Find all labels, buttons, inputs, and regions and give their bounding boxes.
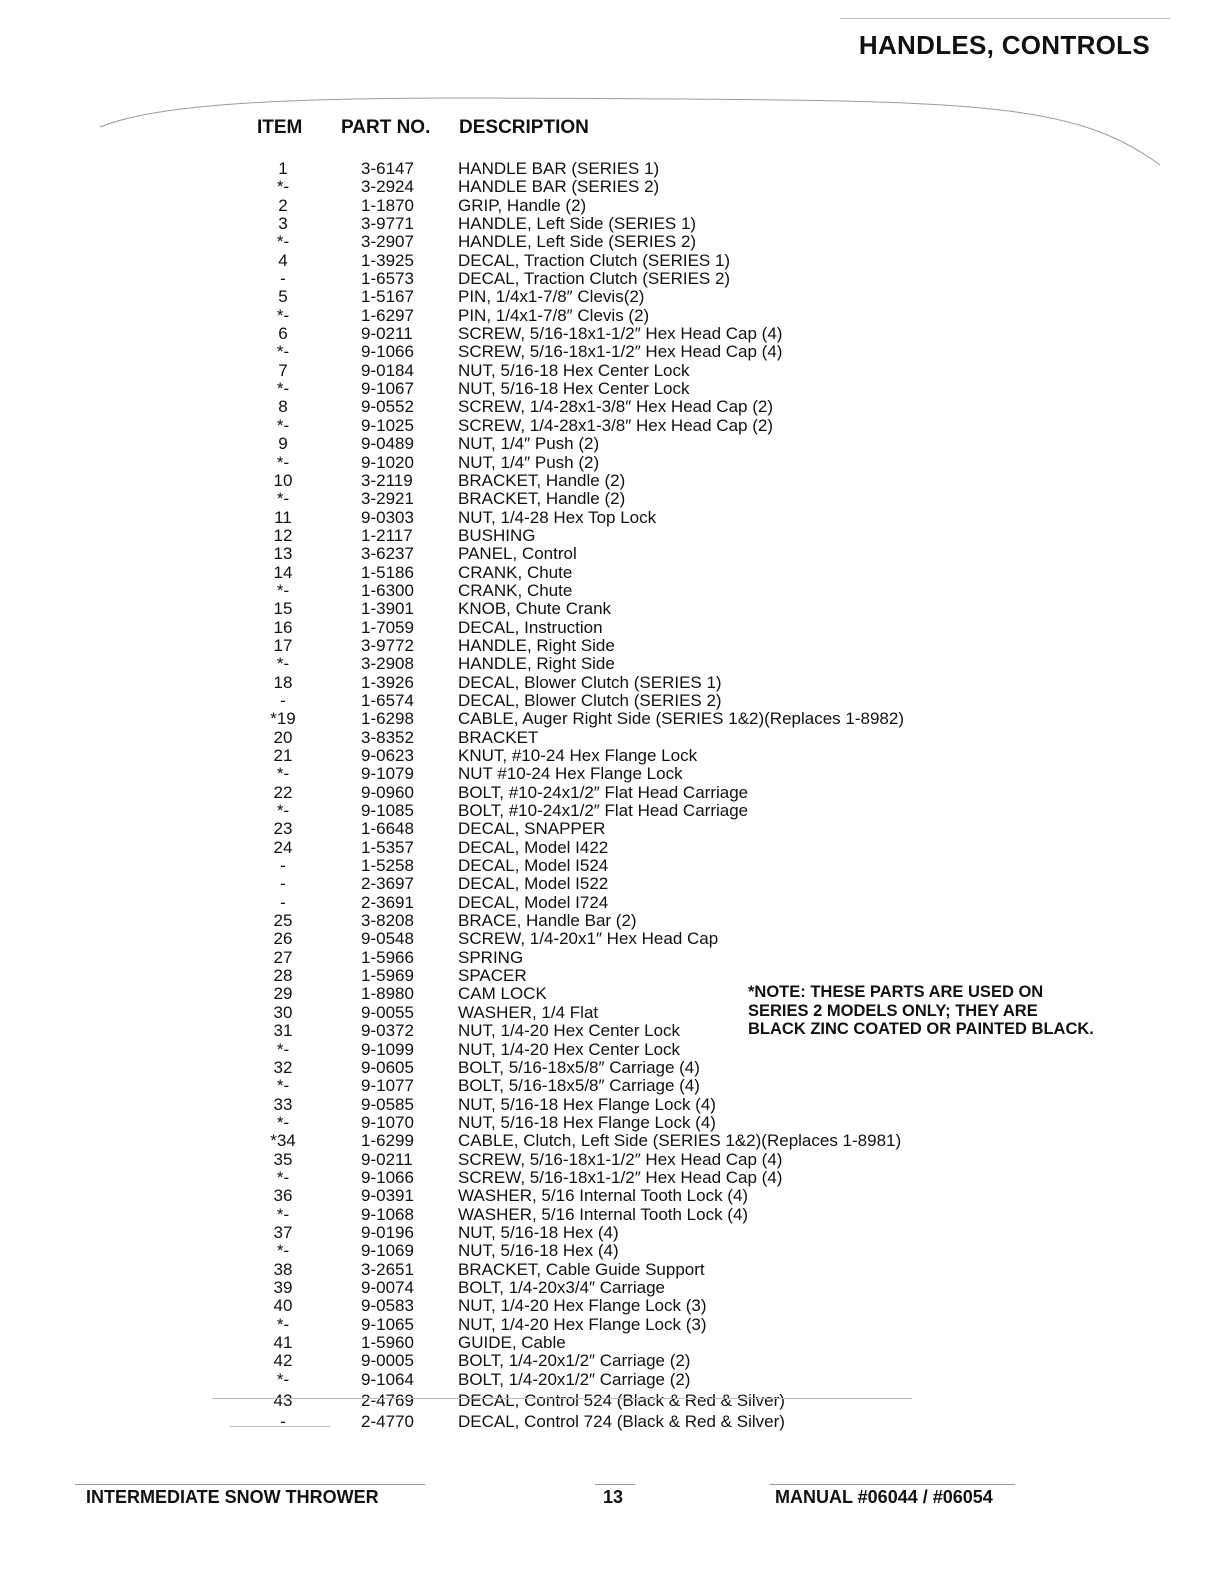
part-number: 1-1870 [361,195,414,215]
part-description: PIN, 1/4x1-7/8″ Clevis (2) [458,305,650,325]
table-row [0,729,1224,747]
part-description: DECAL, Model I724 [458,892,609,912]
item-number: 41 [273,1333,293,1352]
part-number: 9-0211 [361,1149,413,1169]
item-number: 14 [273,562,293,582]
part-number: 9-0605 [361,1057,414,1077]
part-description: NUT, 5/16-18 Hex Flange Lock (4) [458,1094,716,1114]
item-number: 11 [274,507,292,527]
part-description: HANDLE BAR (SERIES 1) [458,159,660,178]
part-description: DECAL, Control 524 (Black & Red & Silver) [458,1391,785,1411]
part-number: 1-5357 [361,837,414,857]
part-description: NUT, 5/16-18 Hex Flange Lock (4) [458,1112,716,1132]
part-number: 9-0055 [361,1002,414,1022]
table-row [0,692,1224,710]
part-description: BRACKET, Handle (2) [458,470,626,490]
part-number: 9-0623 [361,746,414,765]
part-number: 2-4769 [361,1391,414,1411]
item-number: 3 [278,214,288,234]
part-number: 1-8980 [361,984,414,1004]
part-number: 3-8208 [361,911,414,931]
table-row [0,490,1224,508]
part-description: BUSHING [458,525,536,545]
part-description: DECAL, Model I524 [458,856,609,876]
item-number: *- [276,342,290,362]
table-row [0,1392,1224,1410]
part-number: 2-3691 [361,892,414,912]
page-title: HANDLES, CONTROLS [858,30,1150,60]
item-number: 23 [273,819,293,839]
item-number: *34 [270,1131,296,1151]
column-header-item: ITEM [257,117,303,138]
part-number: 9-0184 [361,360,414,380]
table-row [0,1316,1224,1334]
table-row [0,747,1224,765]
part-number: 1-6300 [361,580,414,600]
part-description: NUT, 5/16-18 Hex Center Lock [458,360,690,380]
item-number: *- [276,1167,290,1187]
item-number: *- [276,1314,290,1334]
item-number: *- [276,489,290,509]
part-number: 9-1066 [361,1167,414,1187]
part-description: HANDLE, Left Side (SERIES 1) [458,214,697,234]
note-line: BLACK ZINC COATED OR PAINTED BLACK. [748,1020,1094,1038]
item-number: *- [276,1039,290,1059]
part-description: DECAL, SNAPPER [458,819,606,839]
part-number: 1-3901 [361,599,414,619]
footer-manual-number: MANUAL #06044 / #06054 [775,1487,993,1507]
table-bottom-rule [212,1398,912,1399]
table-row [0,307,1224,325]
part-description: SCREW, 1/4-28x1-3/8″ Hex Head Cap (2) [458,415,773,435]
part-number: 1-5186 [361,562,414,582]
item-number: - [280,892,286,912]
table-row [0,710,1224,728]
part-number: 3-2119 [361,470,413,490]
part-description: NUT, 5/16-18 Hex (4) [458,1241,619,1261]
part-description: BRACKET [458,727,539,747]
item-number: 31 [273,1021,293,1041]
item-number: *- [276,232,290,252]
item-number: *- [276,1076,290,1096]
item-number: 43 [273,1391,293,1411]
part-description: BOLT, #10-24x1/2″ Flat Head Carriage [458,782,749,802]
part-number: 3-8352 [361,727,414,747]
item-number: *- [276,177,290,197]
part-number: 1-6298 [361,709,414,729]
part-description: HANDLE BAR (SERIES 2) [458,177,660,197]
part-description: CRANK, Chute [458,580,573,600]
item-number: 25 [273,911,293,931]
series-2-note [748,983,1094,1039]
table-row [0,637,1224,655]
part-number: 3-9772 [361,635,414,655]
part-number: 9-1085 [361,801,414,821]
part-number: 2-3697 [361,874,414,894]
item-number: - [280,874,286,894]
table-row [0,784,1224,802]
table-row [0,857,1224,875]
table-row [0,1077,1224,1095]
note-line: SERIES 2 MODELS ONLY; THEY ARE [748,1001,1038,1020]
part-description: SCREW, 5/16-18x1-1/2″ Hex Head Cap (4) [458,1167,783,1187]
part-description: DECAL, Blower Clutch (SERIES 2) [458,690,722,710]
part-description: HANDLE, Right Side [458,635,615,655]
item-number: *- [276,801,290,821]
part-description: CABLE, Auger Right Side (SERIES 1&2)(Replaces 1-8982) [458,709,905,729]
item-number: 13 [273,544,293,564]
table-row [0,178,1224,196]
item-number: 20 [273,727,293,747]
table-row [0,1151,1224,1169]
part-number: 9-1070 [361,1112,414,1132]
part-description: WASHER, 1/4 Flat [458,1002,599,1022]
item-number: *- [276,415,290,435]
part-number: 3-2651 [361,1259,414,1279]
table-row [0,417,1224,435]
part-description: HANDLE, Right Side [458,654,615,674]
part-description: NUT, 1/4-28 Hex Top Lock [458,507,657,527]
part-number: 9-0552 [361,397,414,417]
part-number: 9-1067 [361,379,414,399]
table-row [0,1224,1224,1242]
part-number: 3-9771 [361,214,414,234]
item-number: *- [276,1204,290,1224]
item-number: 38 [273,1259,293,1279]
part-description: CABLE, Clutch, Left Side (SERIES 1&2)(Replaces 1-8981) [458,1131,902,1151]
table-row [0,325,1224,343]
part-number: 9-1068 [361,1204,414,1224]
table-row [0,930,1224,948]
item-number: - [280,690,286,710]
table-row [0,1059,1224,1077]
part-description: DECAL, Blower Clutch (SERIES 1) [458,672,722,692]
part-number: 1-6574 [361,690,414,710]
table-row [0,1242,1224,1260]
page-number: 13 [603,1487,624,1507]
item-number: 27 [273,947,293,967]
table-row [0,1334,1224,1352]
part-description: CAM LOCK [458,984,547,1004]
part-number: 9-0489 [361,434,414,454]
part-description: NUT, 1/4-20 Hex Flange Lock (3) [458,1296,707,1316]
part-number: 1-5969 [361,966,414,986]
item-number: *- [276,580,290,600]
item-number: *- [276,1369,290,1389]
part-number: 9-1077 [361,1076,414,1096]
column-header-description: DESCRIPTION [459,117,589,138]
part-number: 9-1079 [361,764,414,784]
item-number: 1 [278,159,288,178]
part-number: 3-2908 [361,654,414,674]
table-row [0,1041,1224,1059]
item-number: *- [276,305,290,325]
item-number: 33 [273,1094,293,1114]
table-row [0,343,1224,361]
item-number: 21 [273,746,293,765]
part-description: NUT, 1/4-20 Hex Center Lock [458,1039,681,1059]
table-row [0,160,1224,178]
part-description: BRACKET, Cable Guide Support [458,1259,705,1279]
part-description: SPRING [458,947,524,967]
table-row [0,582,1224,600]
item-number: 22 [273,782,293,802]
footer-rule [75,1484,425,1485]
part-number: 9-1065 [361,1314,414,1334]
table-row [0,545,1224,563]
table-row [0,1187,1224,1205]
table-row [0,839,1224,857]
table-row [0,215,1224,233]
part-number: 3-2907 [361,232,414,252]
part-description: SCREW, 5/16-18x1-1/2″ Hex Head Cap (4) [458,342,783,362]
part-description: DECAL, Traction Clutch (SERIES 2) [458,269,731,289]
part-description: BOLT, #10-24x1/2″ Flat Head Carriage [458,801,749,821]
item-number: *- [276,1112,290,1132]
page-footer [0,1487,1224,1513]
table-row [0,233,1224,251]
item-number: 37 [273,1222,293,1242]
item-number: 6 [278,324,288,344]
part-number: 1-5258 [361,856,414,876]
part-number: 9-1064 [361,1369,414,1389]
table-row [0,894,1224,912]
part-number: 1-6297 [361,305,414,325]
table-row [0,1279,1224,1297]
item-number: 42 [273,1351,293,1371]
table-row [0,949,1224,967]
part-number: 1-5167 [361,287,414,307]
item-number: 40 [273,1296,293,1316]
table-row [0,655,1224,673]
footer-rule [770,1484,1015,1485]
part-number: 1-6573 [361,269,414,289]
part-number: 9-0303 [361,507,414,527]
part-description: BOLT, 5/16-18x5/8″ Carriage (4) [458,1076,700,1096]
item-number: - [280,856,286,876]
part-description: WASHER, 5/16 Internal Tooth Lock (4) [458,1204,749,1224]
item-number: *- [276,654,290,674]
part-description: NUT, 1/4-20 Hex Center Lock [458,1021,681,1041]
part-number: 9-0074 [361,1277,414,1297]
item-number: 32 [273,1057,293,1077]
item-number: 24 [273,837,293,857]
table-row [0,527,1224,545]
part-number: 1-5966 [361,947,414,967]
table-row [0,197,1224,215]
table-row [0,1096,1224,1114]
part-description: NUT, 1/4″ Push (2) [458,452,600,472]
part-description: BRACE, Handle Bar (2) [458,911,637,931]
item-number: 15 [273,599,293,619]
table-row [0,600,1224,618]
table-row [0,674,1224,692]
item-number: *- [276,379,290,399]
part-number: 3-6237 [361,544,414,564]
table-header [0,117,1224,141]
table-row [0,1297,1224,1315]
item-number: 5 [278,287,288,307]
part-description: SCREW, 1/4-20x1″ Hex Head Cap [458,929,719,949]
item-number: 2 [278,195,288,215]
part-description: BOLT, 1/4-20x3/4″ Carriage [458,1277,665,1297]
footer-rule [595,1484,635,1485]
table-row [0,802,1224,820]
part-description: NUT, 1/4″ Push (2) [458,434,600,454]
part-number: 9-0960 [361,782,414,802]
item-number: *- [276,452,290,472]
part-number: 9-1099 [361,1039,414,1059]
part-number: 1-6648 [361,819,414,839]
table-row [0,1371,1224,1389]
part-description: NUT, 5/16-18 Hex (4) [458,1222,619,1242]
part-number: 3-2921 [361,489,414,509]
part-description: BRACKET, Handle (2) [458,489,626,509]
item-number: 17 [273,635,293,655]
table-row [0,1413,1224,1431]
part-description: BOLT, 1/4-20x1/2″ Carriage (2) [458,1369,691,1389]
part-number: 1-2117 [361,525,413,545]
part-number: 9-1025 [361,415,414,435]
part-number: 9-1066 [361,342,414,362]
part-number: 9-1020 [361,452,414,472]
part-description: DECAL, Model I522 [458,874,609,894]
item-number: 4 [278,250,288,270]
part-description: DECAL, Model I422 [458,837,609,857]
part-number: 9-0005 [361,1351,414,1371]
part-description: DECAL, Instruction [458,617,603,637]
part-description: DECAL, Control 724 (Black & Red & Silver) [458,1412,785,1432]
table-row [0,875,1224,893]
part-number: 9-0548 [361,929,414,949]
table-row [0,1206,1224,1224]
part-description: NUT, 5/16-18 Hex Center Lock [458,379,690,399]
part-number: 2-4770 [361,1412,414,1432]
part-number: 1-3926 [361,672,414,692]
part-number: 1-7059 [361,617,414,637]
table-row [0,288,1224,306]
table-row [0,1352,1224,1370]
part-description: HANDLE, Left Side (SERIES 2) [458,232,697,252]
part-number: 1-6299 [361,1131,414,1151]
part-description: KNOB, Chute Crank [458,599,612,619]
item-number: 36 [273,1186,293,1206]
part-number: 9-0585 [361,1094,414,1114]
part-description: SCREW, 5/16-18x1-1/2″ Hex Head Cap (4) [458,324,783,344]
column-header-part-no: PART NO. [341,117,431,138]
part-number: 3-6147 [361,159,414,178]
item-number: 39 [273,1277,293,1297]
part-description: BOLT, 5/16-18x5/8″ Carriage (4) [458,1057,700,1077]
part-description: BOLT, 1/4-20x1/2″ Carriage (2) [458,1351,691,1371]
item-number: 28 [273,966,293,986]
item-number: 7 [278,360,288,380]
item-number: - [280,269,286,289]
part-number: 3-2924 [361,177,414,197]
item-number: 30 [273,1002,293,1022]
table-row [0,252,1224,270]
part-number: 9-0211 [361,324,413,344]
part-number: 9-0391 [361,1186,414,1206]
item-number: *19 [270,709,296,729]
parts-table [0,160,1224,1432]
table-row [0,398,1224,416]
item-number: 26 [273,929,293,949]
item-number: 35 [273,1149,293,1169]
footer-product-name: INTERMEDIATE SNOW THROWER [86,1487,379,1507]
item-number: *- [276,1241,290,1261]
part-number: 9-0372 [361,1021,414,1041]
part-description: WASHER, 5/16 Internal Tooth Lock (4) [458,1186,749,1206]
part-description: SCREW, 5/16-18x1-1/2″ Hex Head Cap (4) [458,1149,783,1169]
table-row [0,380,1224,398]
part-description: KNUT, #10-24 Hex Flange Lock [458,746,698,765]
item-number: *- [276,764,290,784]
table-row [0,509,1224,527]
part-description: PIN, 1/4x1-7/8″ Clevis(2) [458,287,645,307]
table-row [0,270,1224,288]
part-description: SPACER [458,966,527,986]
part-description: GUIDE, Cable [458,1333,566,1352]
part-number: 1-3925 [361,250,414,270]
part-description: SCREW, 1/4-28x1-3/8″ Hex Head Cap (2) [458,397,773,417]
table-row [0,564,1224,582]
table-row [0,454,1224,472]
table-row [0,1169,1224,1187]
table-row [0,820,1224,838]
part-description: CRANK, Chute [458,562,573,582]
table-row [0,619,1224,637]
top-rule [840,18,1170,19]
item-number: 9 [278,434,288,454]
item-number: 10 [273,470,293,490]
part-number: 1-5960 [361,1333,414,1352]
note-line: *NOTE: THESE PARTS ARE USED ON [748,983,1044,1001]
part-number: 9-0583 [361,1296,414,1316]
part-description: NUT #10-24 Hex Flange Lock [458,764,683,784]
table-row [0,1261,1224,1279]
table-row [0,1114,1224,1132]
item-number: 12 [273,525,293,545]
table-row [0,435,1224,453]
table-row [0,362,1224,380]
item-number: 18 [273,672,293,692]
part-description: DECAL, Traction Clutch (SERIES 1) [458,250,731,270]
table-bottom-rule [230,1426,330,1427]
table-row [0,912,1224,930]
part-number: 9-1069 [361,1241,414,1261]
item-number: - [280,1412,286,1432]
part-description: NUT, 1/4-20 Hex Flange Lock (3) [458,1314,707,1334]
table-row [0,765,1224,783]
part-description: GRIP, Handle (2) [458,195,587,215]
table-row [0,472,1224,490]
item-number: 16 [273,617,293,637]
item-number: 29 [273,984,293,1004]
item-number: 8 [278,397,288,417]
part-number: 9-0196 [361,1222,414,1242]
part-description: PANEL, Control [458,544,577,564]
table-row [0,1132,1224,1150]
